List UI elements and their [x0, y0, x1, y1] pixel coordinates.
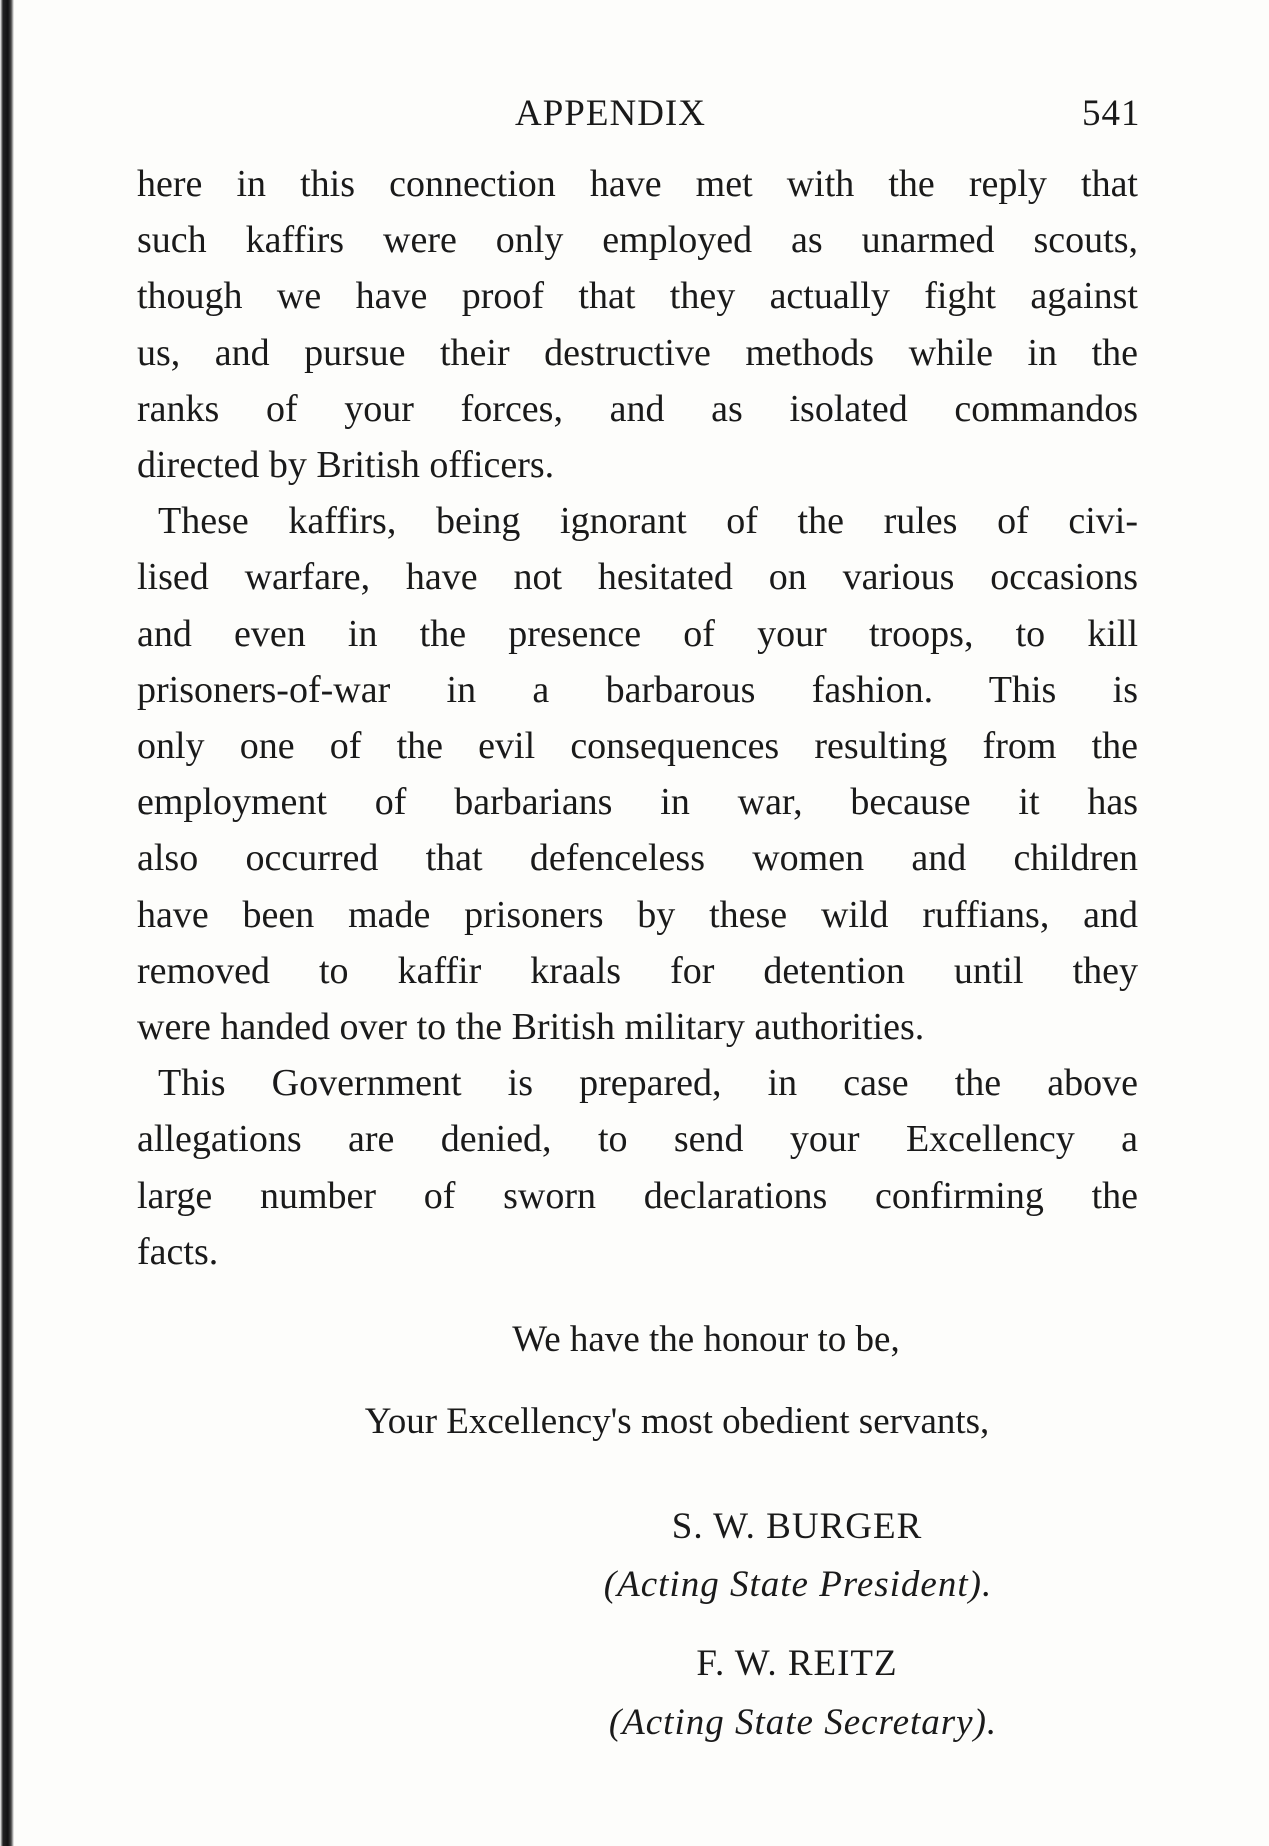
- text-line: and even in the presence of your troops, to kill: [137, 612, 1138, 655]
- signatory-name: S. W. BURGER: [671, 1506, 923, 1547]
- text-line: lised warfare, have not hesitated on various occasions: [137, 556, 1138, 599]
- signatory-title: (Acting State President).: [603, 1564, 993, 1605]
- text-line: large number of sworn declarations confirming the: [137, 1174, 1138, 1217]
- text-line: facts.: [137, 1230, 219, 1273]
- text-line: also occurred that defenceless women and children: [137, 837, 1138, 880]
- text-line: These kaffirs, being ignorant of the rules of civi-: [158, 500, 1138, 543]
- book-binding-edge: [0, 0, 14, 1846]
- text-line: directed by British officers.: [137, 444, 555, 486]
- salutation: We have the honour to be,: [512, 1319, 900, 1360]
- text-line: This Government is prepared, in case the above: [158, 1062, 1138, 1105]
- signatory-name: F. W. REITZ: [696, 1643, 898, 1684]
- text-line: us, and pursue their destructive methods while in the: [137, 331, 1138, 374]
- valediction: Your Excellency's most obedient servants,: [364, 1401, 990, 1442]
- text-line: prisoners-of-war in a barbarous fashion. This is: [137, 668, 1138, 711]
- text-line: have been made prisoners by these wild ruffians, and: [137, 893, 1138, 936]
- text-line: ranks of your forces, and as isolated commandos: [137, 387, 1138, 430]
- page-number: 541: [1082, 93, 1141, 134]
- text-line: removed to kaffir kraals for detention until they: [137, 949, 1138, 992]
- running-header: APPENDIX: [515, 93, 706, 134]
- text-line: though we have proof that they actually fight against: [137, 275, 1138, 318]
- text-line: allegations are denied, to send your Excellency a: [137, 1118, 1138, 1161]
- signatory-title: (Acting State Secretary).: [608, 1702, 998, 1743]
- text-line: here in this connection have met with the reply that: [137, 163, 1138, 205]
- text-line: such kaffirs were only employed as unarmed scouts,: [137, 219, 1138, 262]
- text-line: employment of barbarians in war, because it has: [137, 781, 1138, 824]
- text-line: were handed over to the British military authorities.: [137, 1006, 925, 1048]
- text-line: only one of the evil consequences resulting from the: [137, 725, 1138, 767]
